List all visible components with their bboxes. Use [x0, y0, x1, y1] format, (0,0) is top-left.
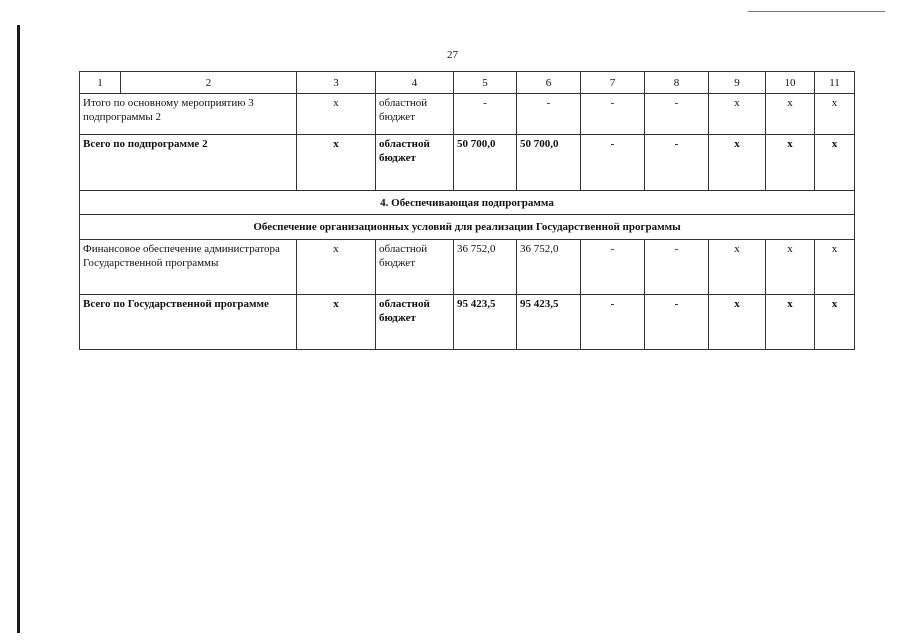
- row-name: Всего по подпрограмме 2: [80, 135, 297, 191]
- cell-col10: х: [766, 135, 815, 191]
- row-name: Всего по Государственной программе: [80, 295, 297, 350]
- column-number-row: [80, 72, 855, 94]
- cell-col3: х: [297, 94, 376, 135]
- column-number: 2: [121, 72, 297, 94]
- cell-funding-source: областной бюджет: [376, 135, 454, 191]
- cell-col5: 36 752,0: [454, 240, 517, 295]
- cell-col7: -: [581, 240, 645, 295]
- row-name: Финансовое обеспечение администратора Государственной программы: [80, 240, 297, 295]
- column-number: 3: [297, 72, 376, 94]
- top-scan-mark: [748, 11, 885, 12]
- column-number: 9: [709, 72, 766, 94]
- column-number: 4: [376, 72, 454, 94]
- cell-col3: х: [297, 240, 376, 295]
- table-row-section-title: [80, 191, 855, 215]
- cell-col7: -: [581, 295, 645, 350]
- row-name: Итого по основному мероприятию 3 подпрограммы 2: [80, 94, 297, 135]
- table-row-section-subtitle: [80, 215, 855, 240]
- budget-table: [79, 71, 855, 350]
- column-number: 11: [815, 72, 855, 94]
- cell-col11: х: [815, 240, 855, 295]
- column-number: 1: [80, 72, 121, 94]
- cell-col6: 50 700,0: [517, 135, 581, 191]
- cell-col8: -: [645, 295, 709, 350]
- cell-col6: 95 423,5: [517, 295, 581, 350]
- cell-col5: 50 700,0: [454, 135, 517, 191]
- cell-funding-source: областной бюджет: [376, 94, 454, 135]
- cell-col8: -: [645, 94, 709, 135]
- cell-col8: -: [645, 135, 709, 191]
- column-number: 5: [454, 72, 517, 94]
- cell-col11: х: [815, 295, 855, 350]
- cell-col11: х: [815, 135, 855, 191]
- table-row-program-total: [80, 295, 855, 350]
- cell-col10: х: [766, 240, 815, 295]
- cell-col6: 36 752,0: [517, 240, 581, 295]
- cell-col5: 95 423,5: [454, 295, 517, 350]
- page-number: 27: [447, 49, 458, 61]
- cell-col10: х: [766, 94, 815, 135]
- cell-col7: -: [581, 94, 645, 135]
- section-title: 4. Обеспечивающая подпрограмма: [80, 191, 855, 215]
- cell-col10: х: [766, 295, 815, 350]
- cell-col8: -: [645, 240, 709, 295]
- table-row-financing: [80, 240, 855, 295]
- column-number: 6: [517, 72, 581, 94]
- cell-col9: х: [709, 240, 766, 295]
- scan-edge-line: [17, 25, 20, 633]
- cell-col6: -: [517, 94, 581, 135]
- column-number: 10: [766, 72, 815, 94]
- column-number: 8: [645, 72, 709, 94]
- cell-funding-source: областной бюджет: [376, 240, 454, 295]
- cell-col9: х: [709, 135, 766, 191]
- table-row-subprogram2-total: [80, 135, 855, 191]
- cell-col9: х: [709, 295, 766, 350]
- cell-col3: х: [297, 295, 376, 350]
- cell-col9: х: [709, 94, 766, 135]
- cell-col11: х: [815, 94, 855, 135]
- cell-funding-source: областной бюджет: [376, 295, 454, 350]
- column-number: 7: [581, 72, 645, 94]
- cell-col7: -: [581, 135, 645, 191]
- table-row-measure3-total: [80, 94, 855, 135]
- section-subtitle: Обеспечение организационных условий для реализации Государственной программы: [80, 215, 855, 240]
- cell-col3: х: [297, 135, 376, 191]
- cell-col5: -: [454, 94, 517, 135]
